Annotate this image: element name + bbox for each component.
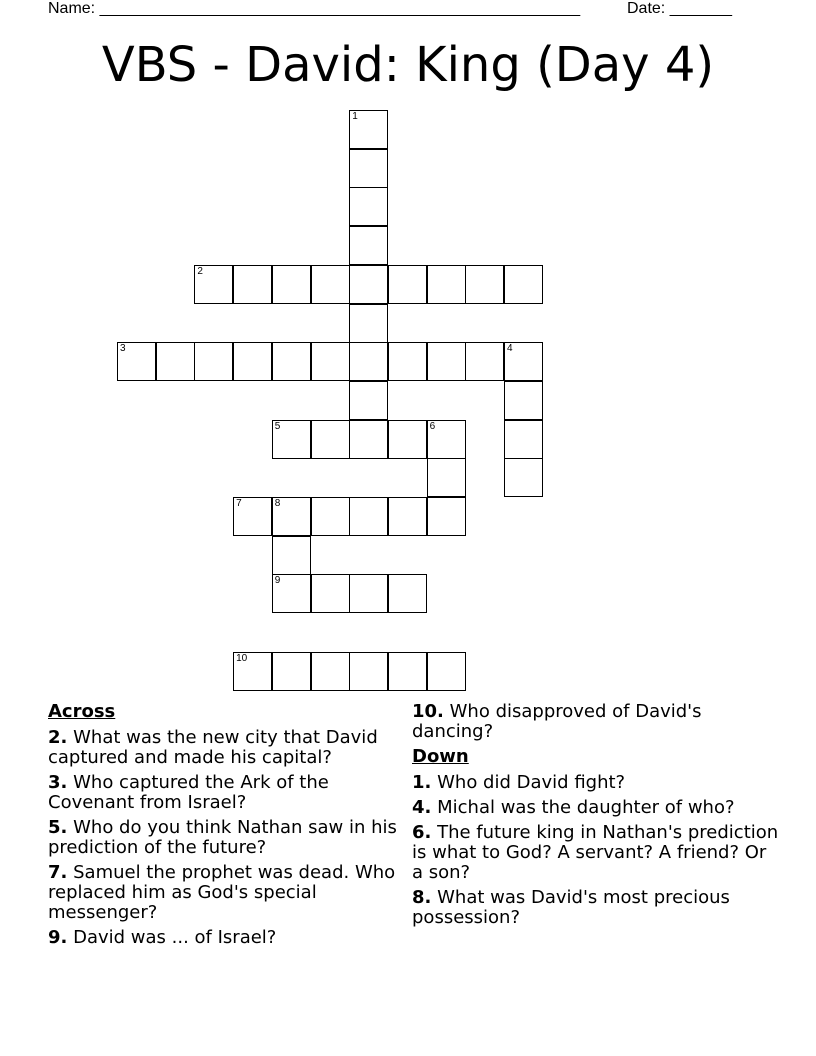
clue-number: 10. [412,701,444,722]
page-title: VBS - David: King (Day 4) [101,37,715,93]
clue-number: 5. [48,817,68,838]
grid-cell [349,574,388,613]
clues-left-column [48,702,408,953]
cell-number: 5 [274,420,281,432]
clue-text: Michal was the daughter of who? [437,797,735,818]
grid-cell [349,420,388,459]
grid-cell [311,574,350,613]
clue-text: Who do you think Nathan saw in his prediction of the future? [48,817,397,858]
clue-number: 4. [412,797,432,818]
clue-text: The future king in Nathan's prediction is what to God? A servant? A friend? Or a son? [412,822,779,883]
grid-cell [388,420,427,459]
cell-number: 1 [352,111,358,122]
across-heading: Across [48,701,116,722]
grid-cell [349,110,388,149]
grid-cell [427,420,466,459]
grid-cell [311,497,350,536]
grid-cell [233,497,272,536]
cell-number: 9 [274,575,281,587]
clue-text: Who captured the Ark of the Covenant from Israel? [48,772,329,813]
grid-cell [427,342,466,381]
across-clue-7 [48,863,408,923]
clue-text: Samuel the prophet was dead. Who replaced him as God's special messenger? [48,862,396,923]
grid-cell [504,381,543,420]
grid-cell [349,381,388,420]
down-clue-1 [412,773,782,793]
grid-cell [272,574,311,613]
clue-number: 6. [412,822,432,843]
clues-right-column [412,702,782,933]
grid-cell [427,652,466,691]
across-clue-10 [412,702,782,742]
grid-cell [388,342,427,381]
grid-cell [311,265,350,304]
grid-cell [272,536,311,575]
grid-cell [427,458,466,497]
clue-text: David was ... of Israel? [73,927,277,948]
across-clue-9 [48,928,408,948]
grid-cell [504,265,543,304]
grid-cell [311,342,350,381]
grid-cell [388,497,427,536]
clue-text: Who disapproved of David's dancing? [412,701,702,742]
grid-cell [465,265,504,304]
grid-cell [272,342,311,381]
down-clue-6 [412,823,782,883]
cell-number: 3 [120,343,126,355]
grid-cell [504,420,543,459]
grid-cell [233,265,272,304]
grid-cell [349,342,388,381]
grid-cell [349,497,388,536]
date-field: Date: _______ [627,0,732,17]
clue-number: 8. [412,887,432,908]
clue-text: What was the new city that David captured and made his capital? [48,727,378,768]
grid-cell [388,574,427,613]
clue-number: 2. [48,727,68,748]
grid-cell [349,652,388,691]
across-clue-3 [48,773,408,813]
grid-cell [272,265,311,304]
clue-number: 7. [48,862,68,883]
down-clue-8 [412,888,782,928]
grid-cell [272,420,311,459]
grid-cell [504,342,543,381]
grid-cell [388,652,427,691]
down-clue-4 [412,798,782,818]
clue-text: What was David's most precious possession? [412,887,730,928]
cell-number: 2 [197,265,203,277]
clue-text: Who did David fight? [437,772,626,793]
grid-cell [156,342,195,381]
grid-cell [465,342,504,381]
across-clue-2 [48,728,408,768]
grid-cell [427,265,466,304]
grid-cell [311,652,350,691]
name-field: Name: ______________________________________________________ [48,0,581,17]
cell-number: 10 [236,652,248,664]
grid-cell [233,652,272,691]
clue-number: 3. [48,772,68,793]
grid-cell [349,187,388,226]
clue-number: 9. [48,927,68,948]
clue-number: 1. [412,772,432,793]
grid-cell [349,304,388,343]
grid-cell [272,652,311,691]
grid-cell [388,265,427,304]
grid-cell [117,342,156,381]
grid-cell [194,265,233,304]
grid-cell [194,342,233,381]
cell-number: 4 [507,343,513,355]
down-heading: Down [412,746,469,767]
grid-cell [349,226,388,265]
grid-cell [349,149,388,188]
cell-number: 7 [236,498,242,509]
across-clue-5 [48,818,408,858]
grid-cell [349,265,388,304]
grid-cell [427,497,466,536]
cell-number: 6 [429,420,436,432]
grid-cell [504,458,543,497]
grid-cell [311,420,350,459]
cell-number: 8 [274,498,281,509]
grid-cell [272,497,311,536]
grid-cell [233,342,272,381]
